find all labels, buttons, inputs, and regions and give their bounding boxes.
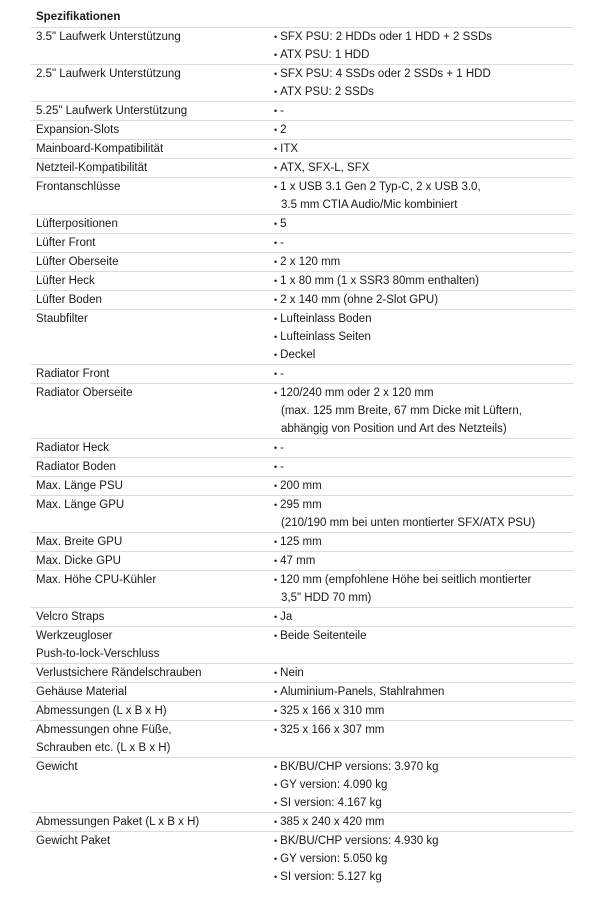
spec-value-line [274, 65, 573, 83]
spec-label [31, 664, 273, 683]
spec-value: 200 mm [280, 480, 322, 492]
spec-value: GY version: 4.090 kg [280, 779, 388, 791]
spec-value-continuation: 3.5 mm CTIA Audio/Mic kombiniert [281, 199, 458, 211]
spec-row [31, 140, 573, 159]
spec-value: - [280, 368, 284, 380]
spec-values [273, 365, 573, 384]
spec-value: 5 [280, 218, 287, 230]
spec-label-line: Radiator Heck [36, 442, 109, 454]
spec-values [273, 533, 573, 552]
spec-value: ATX PSU: 1 HDD [280, 49, 370, 61]
spec-value-line [274, 776, 573, 794]
spec-value: ITX [280, 143, 299, 155]
spec-label-line: Werkzeugloser [36, 630, 113, 642]
spec-value: Aluminium-Panels, Stahlrahmen [280, 686, 445, 698]
spec-value-line [274, 683, 573, 701]
spec-value-line [274, 140, 573, 158]
spec-row [31, 234, 573, 253]
spec-label [31, 477, 273, 496]
spec-value: GY version: 5.050 kg [280, 853, 388, 865]
spec-label [31, 552, 273, 571]
spec-value-line [274, 310, 573, 328]
spec-label [31, 272, 273, 291]
spec-label [31, 721, 273, 758]
spec-row [31, 215, 573, 234]
spec-label [31, 683, 273, 702]
spec-heading: Spezifikationen [36, 11, 121, 23]
spec-row [31, 159, 573, 178]
spec-label-line: 3.5" Laufwerk Unterstützung [36, 31, 181, 43]
spec-value-continuation: (210/190 mm bei unten montierter SFX/ATX PSU) [281, 517, 536, 529]
spec-label [31, 365, 273, 384]
spec-label [31, 627, 273, 664]
spec-row [31, 721, 573, 758]
spec-values [273, 253, 573, 272]
spec-value-line [274, 571, 573, 589]
spec-row [31, 664, 573, 683]
spec-values [273, 552, 573, 571]
spec-label [31, 813, 273, 832]
spec-values [273, 683, 573, 702]
spec-value: - [280, 461, 284, 473]
spec-label-line: Radiator Oberseite [36, 387, 133, 399]
spec-row [31, 552, 573, 571]
spec-row [31, 384, 573, 439]
spec-value-line [274, 608, 573, 626]
spec-row [31, 253, 573, 272]
spec-value: Beide Seitenteile [280, 630, 367, 642]
spec-value-line [274, 28, 573, 46]
spec-values [273, 291, 573, 310]
spec-value-line [274, 627, 573, 645]
spec-row [31, 758, 573, 813]
spec-value-line [274, 346, 573, 364]
spec-label [31, 121, 273, 140]
spec-values [273, 234, 573, 253]
spec-row [31, 571, 573, 608]
spec-table [31, 27, 573, 886]
spec-values [273, 702, 573, 721]
spec-label-line: Max. Dicke GPU [36, 555, 121, 567]
spec-value-line [274, 868, 573, 886]
spec-label-line: Max. Breite GPU [36, 536, 123, 548]
spec-label-line: Lüfter Boden [36, 294, 102, 306]
spec-label [31, 102, 273, 121]
spec-label-line: Lüfter Front [36, 237, 96, 249]
spec-row [31, 28, 573, 65]
spec-value-line [274, 702, 573, 720]
spec-value: BK/BU/CHP versions: 4.930 kg [280, 835, 439, 847]
spec-label-line: Gewicht [36, 761, 78, 773]
spec-values [273, 627, 573, 664]
spec-value: 47 mm [280, 555, 316, 567]
spec-values [273, 215, 573, 234]
spec-row [31, 477, 573, 496]
spec-label [31, 178, 273, 215]
spec-label [31, 140, 273, 159]
spec-value-line [274, 328, 573, 346]
spec-values [273, 272, 573, 291]
spec-value: Nein [280, 667, 304, 679]
spec-label-line: Gewicht Paket [36, 835, 111, 847]
spec-value-line [274, 365, 573, 383]
spec-value: - [280, 237, 284, 249]
spec-label [31, 215, 273, 234]
spec-label-line: Velcro Straps [36, 611, 105, 623]
spec-values [273, 140, 573, 159]
spec-value-line [274, 477, 573, 495]
spec-value: - [280, 442, 284, 454]
spec-label [31, 758, 273, 813]
spec-label-line: Staubfilter [36, 313, 88, 325]
spec-value-line [274, 234, 573, 252]
spec-values [273, 496, 573, 533]
spec-label-line: Radiator Boden [36, 461, 116, 473]
spec-value-line [274, 46, 573, 64]
spec-label-line: Push-to-lock-Verschluss [36, 648, 160, 660]
spec-value-line [274, 496, 573, 514]
spec-label-line: Lüfter Heck [36, 275, 95, 287]
spec-values [273, 439, 573, 458]
spec-value-line [274, 458, 573, 476]
spec-label [31, 28, 273, 65]
spec-row [31, 832, 573, 887]
spec-row [31, 121, 573, 140]
spec-values [273, 178, 573, 215]
spec-label-line: Mainboard-Kompatibilität [36, 143, 164, 155]
spec-value-line [274, 215, 573, 233]
spec-row [31, 608, 573, 627]
spec-label [31, 439, 273, 458]
spec-value-line [274, 552, 573, 570]
spec-label-line: Verlustsichere Rändelschrauben [36, 667, 202, 679]
spec-label-line: 2.5" Laufwerk Unterstützung [36, 68, 181, 80]
spec-row [31, 702, 573, 721]
spec-values [273, 28, 573, 65]
spec-value: 385 x 240 x 420 mm [280, 816, 385, 828]
spec-label-line: Abmessungen Paket (L x B x H) [36, 816, 200, 828]
spec-value: 2 x 120 mm [280, 256, 341, 268]
spec-label [31, 159, 273, 178]
spec-label-line: Max. Länge PSU [36, 480, 123, 492]
spec-values [273, 159, 573, 178]
spec-row [31, 291, 573, 310]
spec-value: 1 x USB 3.1 Gen 2 Typ-C, 2 x USB 3.0, [280, 181, 481, 193]
spec-row [31, 533, 573, 552]
spec-row [31, 178, 573, 215]
spec-label-line: Lüfterpositionen [36, 218, 118, 230]
spec-row [31, 365, 573, 384]
spec-label-line: Abmessungen (L x B x H) [36, 705, 167, 717]
spec-label-line: Expansion-Slots [36, 124, 120, 136]
spec-value-line [274, 159, 573, 177]
spec-value: Deckel [280, 349, 316, 361]
spec-label-line: Schrauben etc. (L x B x H) [36, 742, 171, 754]
spec-label-line: Lüfter Oberseite [36, 256, 119, 268]
spec-value: 2 x 140 mm (ohne 2-Slot GPU) [280, 294, 439, 306]
spec-label [31, 571, 273, 608]
spec-row [31, 683, 573, 702]
spec-value: ATX, SFX-L, SFX [280, 162, 370, 174]
spec-label-line: Max. Höhe CPU-Kühler [36, 574, 157, 586]
spec-value: BK/BU/CHP versions: 3.970 kg [280, 761, 439, 773]
spec-row [31, 458, 573, 477]
spec-values [273, 65, 573, 102]
spec-value: Ja [280, 611, 293, 623]
spec-value-line [274, 794, 573, 812]
spec-label-line: 5.25" Laufwerk Unterstützung [36, 105, 188, 117]
spec-values [273, 310, 573, 365]
spec-label [31, 253, 273, 272]
spec-values [273, 121, 573, 140]
spec-value-line [274, 178, 573, 196]
spec-value-line [274, 439, 573, 457]
spec-row [31, 813, 573, 832]
spec-value-line [274, 253, 573, 271]
spec-value-continuation: 3,5" HDD 70 mm) [281, 592, 372, 604]
spec-table-body [31, 28, 573, 887]
spec-row [31, 627, 573, 664]
spec-label [31, 291, 273, 310]
spec-value-line [274, 813, 573, 831]
spec-value: SI version: 4.167 kg [280, 797, 382, 809]
spec-value-line [274, 291, 573, 309]
spec-values [273, 813, 573, 832]
spec-label-line: Frontanschlüsse [36, 181, 121, 193]
spec-label [31, 310, 273, 365]
spec-row [31, 310, 573, 365]
spec-label [31, 496, 273, 533]
spec-label-line: Gehäuse Material [36, 686, 127, 698]
spec-value: SFX PSU: 4 SSDs oder 2 SSDs + 1 HDD [280, 68, 491, 80]
spec-values [273, 608, 573, 627]
spec-values [273, 832, 573, 887]
spec-row [31, 65, 573, 102]
spec-value-line [274, 758, 573, 776]
spec-label [31, 702, 273, 721]
spec-values [273, 758, 573, 813]
spec-value: SI version: 5.127 kg [280, 871, 382, 883]
spec-value: 125 mm [280, 536, 322, 548]
spec-value: Lufteinlass Boden [280, 313, 372, 325]
spec-label-line: Netzteil-Kompatibilität [36, 162, 148, 174]
spec-label [31, 608, 273, 627]
spec-values [273, 384, 573, 439]
spec-label-line: Radiator Front [36, 368, 110, 380]
spec-value: 325 x 166 x 307 mm [280, 724, 385, 736]
spec-values [273, 721, 573, 758]
spec-value-line [274, 83, 573, 101]
spec-values [273, 477, 573, 496]
spec-label [31, 832, 273, 887]
spec-value: 2 [280, 124, 287, 136]
spec-value-line [274, 850, 573, 868]
spec-values [273, 102, 573, 121]
spec-row [31, 272, 573, 291]
spec-value-line [274, 721, 573, 739]
spec-value: 295 mm [280, 499, 322, 511]
spec-values [273, 458, 573, 477]
spec-label [31, 65, 273, 102]
spec-label [31, 234, 273, 253]
spec-value-continuation: (max. 125 mm Breite, 67 mm Dicke mit Lüftern, [281, 405, 522, 417]
spec-value: ATX PSU: 2 SSDs [280, 86, 374, 98]
spec-value-continuation: abhängig von Position und Art des Netzteils) [281, 423, 507, 435]
spec-value-line [274, 121, 573, 139]
spec-label [31, 384, 273, 439]
spec-value: 120/240 mm oder 2 x 120 mm [280, 387, 434, 399]
spec-row [31, 439, 573, 458]
spec-value-line [274, 533, 573, 551]
spec-value: - [280, 105, 284, 117]
spec-value: SFX PSU: 2 HDDs oder 1 HDD + 2 SSDs [280, 31, 493, 43]
spec-values [273, 571, 573, 608]
spec-label [31, 533, 273, 552]
spec-label [31, 458, 273, 477]
spec-values [273, 664, 573, 683]
spec-row [31, 496, 573, 533]
spec-value: Lufteinlass Seiten [280, 331, 371, 343]
spec-value: 325 x 166 x 310 mm [280, 705, 385, 717]
spec-value-line [274, 272, 573, 290]
spec-value-line [274, 102, 573, 120]
spec-value: 1 x 80 mm (1 x SSR3 80mm enthalten) [280, 275, 479, 287]
spec-label-line: Abmessungen ohne Füße, [36, 724, 172, 736]
spec-value-line [274, 384, 573, 402]
spec-value-line [274, 664, 573, 682]
spec-value-line [274, 832, 573, 850]
spec-label-line: Max. Länge GPU [36, 499, 125, 511]
spec-row [31, 102, 573, 121]
spec-value: 120 mm (empfohlene Höhe bei seitlich montierter [280, 574, 532, 586]
